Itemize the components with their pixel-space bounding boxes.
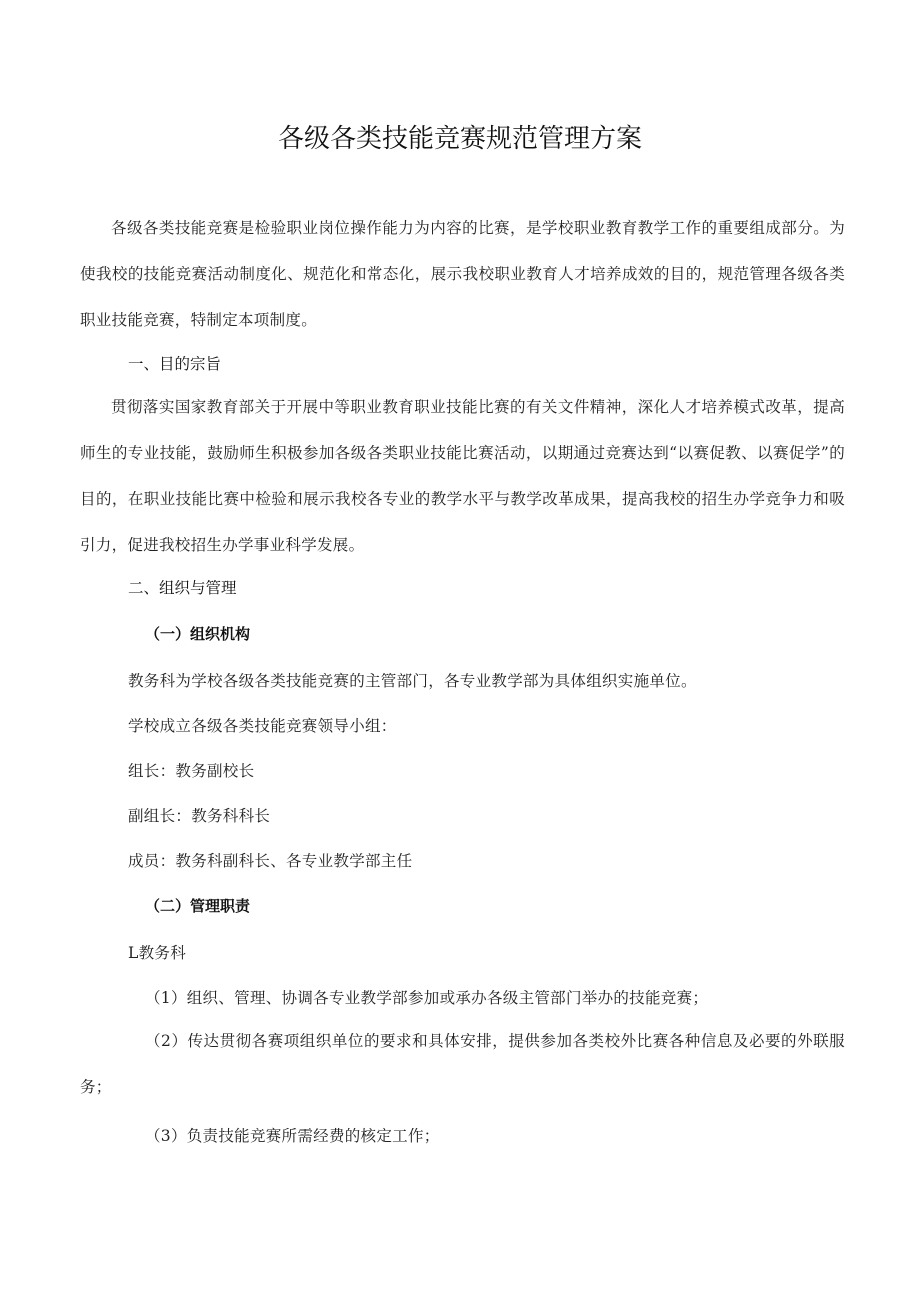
duty-item-2-block <box>80 1018 845 1110</box>
duty-item-2: （2）传达贯彻各赛项组织单位的要求和具体安排，提供参加各类校外比赛各种信息及必要的外联服务； <box>80 1032 845 1096</box>
document-title: 各级各类技能竞赛规范管理方案 <box>277 124 642 154</box>
duty-item-3: （3）负责技能竞赛所需经费的核定工作； <box>145 1127 440 1145</box>
duty-unit-line: L教务科 <box>128 944 186 962</box>
org-line-2: 学校成立各级各类技能竞赛领导小组： <box>128 717 397 735</box>
org-line-5: 成员：教务科副科长、各专业教学部主任 <box>128 852 413 870</box>
intro-paragraph-block <box>80 205 845 343</box>
subsection-2-heading: （二）管理职责 <box>145 897 251 915</box>
org-line-4: 副组长：教务科科长 <box>128 807 271 825</box>
section-1-body-block <box>80 384 845 568</box>
intro-paragraph: 各级各类技能竞赛是检验职业岗位操作能力为内容的比赛，是学校职业教育教学工作的重要组成部分。为使我校的技能竞赛活动制度化、规范化和常态化，展示我校职业教育人才培养成效的目的，规范管理各级各类职业技能竞赛，特制定本项制度。 <box>80 219 845 329</box>
section-2-heading: 二、组织与管理 <box>128 579 237 597</box>
section-1-paragraph: 贯彻落实国家教育部关于开展中等职业教育职业技能比赛的有关文件精神，深化人才培养模式改革，提高师生的专业技能，鼓励师生积极参加各级各类职业技能比赛活动，以期通过竞赛达到“以赛促教、以赛促学”的目的，在职业技能比赛中检验和展示我校各专业的教学水平与教学改革成果，提高我校的招生办学竞争力和吸引力，促进我校招生办学事业科学发展。 <box>80 398 845 554</box>
org-line-1: 教务科为学校各级各类技能竞赛的主管部门，各专业教学部为具体组织实施单位。 <box>128 672 697 690</box>
org-line-3: 组长：教务副校长 <box>128 762 255 780</box>
subsection-1-heading: （一）组织机构 <box>145 625 251 643</box>
duty-item-1: （1）组织、管理、协调各专业教学部参加或承办各级主管部门举办的技能竞赛； <box>145 989 709 1007</box>
section-1-heading: 一、目的宗旨 <box>128 355 222 373</box>
